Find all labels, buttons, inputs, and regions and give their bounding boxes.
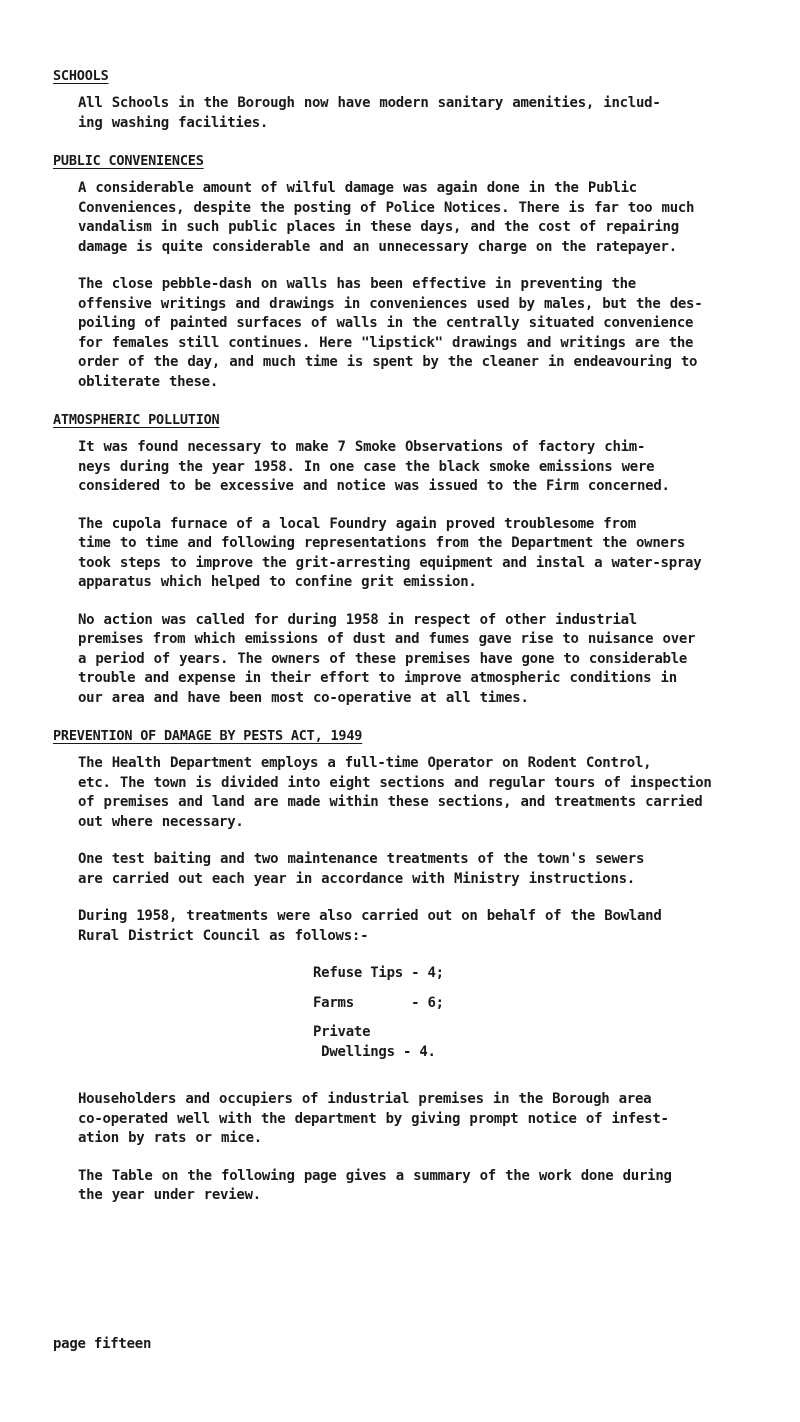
schools-paragraph-1: All Schools in the Borough now have modern sanitary amenities, includ- ing washing facilities. — [78, 95, 661, 131]
section-pests-act — [53, 726, 773, 946]
section-public-conveniences — [53, 151, 773, 392]
treatments-list — [53, 964, 773, 1062]
treatment-refuse-tips: Refuse Tips - 4; — [313, 965, 444, 981]
treatment-farms: Farms - 6; — [313, 994, 444, 1011]
section-atmospheric-pollution — [53, 410, 773, 708]
closing-paragraph-1: Householders and occupiers of industrial premises in the Borough area co-operated well with the department by giving prompt notice of infest- ation by rats or mice. — [78, 1091, 669, 1146]
section-schools — [53, 66, 773, 133]
pests-act-paragraph-2: One test baiting and two maintenance treatments of the town's sewers are carried out each year in accordance with Ministry instructions. — [78, 851, 645, 887]
document-page — [53, 66, 773, 1206]
heading-public-conveniences: PUBLIC CONVENIENCES — [53, 153, 204, 169]
heading-pests-act: PREVENTION OF DAMAGE BY PESTS ACT, 1949 — [53, 728, 363, 744]
atmospheric-pollution-paragraph-2: The cupola furnace of a local Foundry again proved troublesome from time to time and following representations from the Department the owners took steps to improve the grit-arresting equipment and instal a water-spray apparatus which helped to confine grit emission. — [78, 515, 702, 590]
treatment-private-dwellings: Private Dwellings - 4. — [313, 1024, 436, 1060]
public-conveniences-paragraph-1: A considerable amount of wilful damage was again done in the Public Conveniences, despite the posting of Police Notices. There is far too much vandalism in such public places in these days, and the cost of repairing damage is quite considerable and an unnecessary charge on the ratepayer. — [78, 180, 695, 255]
atmospheric-pollution-paragraph-3: No action was called for during 1958 in respect of other industrial premises from which emissions of dust and fumes gave rise to nuisance over a period of years. The owners of these premises have gone to considerable trouble and expense in their effort to improve atmospheric conditions in our area and have been most co-operative at all times. — [78, 611, 696, 706]
heading-schools: SCHOOLS — [53, 68, 109, 84]
public-conveniences-paragraph-2: The close pebble-dash on walls has been effective in preventing the offensive writings and drawings in conveniences used by males, but the des- poiling of painted surfaces of walls in the centrally situated convenience for females still continues. Here "lipstick" drawings and writings are the order of the day, and much time is spent by the cleaner in endeavouring to obliterate these. — [78, 276, 703, 390]
heading-atmospheric-pollution: ATMOSPHERIC POLLUTION — [53, 412, 220, 428]
pests-act-paragraph-1: The Health Department employs a full-time Operator on Rodent Control, etc. The town is divided into eight sections and regular tours of inspection of premises and land are made within these sections, and treatments carried out where necessary. — [78, 755, 712, 830]
atmospheric-pollution-paragraph-1: It was found necessary to make 7 Smoke Observations of factory chim- neys during the year 1958. In one case the black smoke emissions were considered to be excessive and notice was issued to the Firm concerned. — [78, 439, 670, 494]
closing-paragraph-2: The Table on the following page gives a summary of the work done during the year under review. — [78, 1167, 672, 1203]
page-footer: page fifteen — [53, 1336, 152, 1352]
pests-act-paragraph-3: During 1958, treatments were also carried out on behalf of the Bowland Rural District Council as follows:- — [78, 908, 662, 944]
